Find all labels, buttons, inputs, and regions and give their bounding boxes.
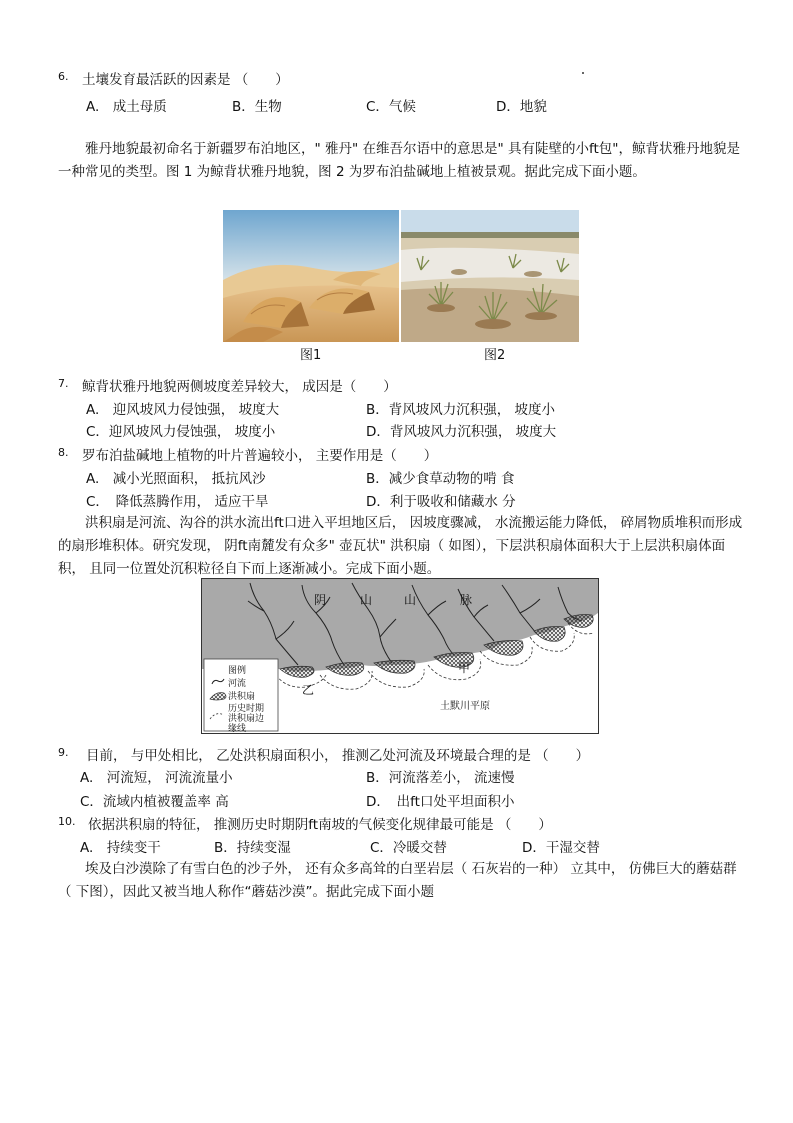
legend-fan: 洪积扇 (228, 692, 256, 702)
q9-option-a[interactable]: A. 河流短， 河流流量小 (80, 770, 233, 786)
alluvial-fan-map (201, 578, 599, 734)
q6-option-b[interactable]: B．生物 (232, 99, 282, 115)
q9-option-b[interactable]: B．河流落差小， 流速慢 (366, 770, 515, 786)
map-label-jia: 甲 (458, 661, 471, 675)
q10-option-a[interactable]: A. 持续变干 (80, 840, 161, 856)
legend-hist-2: 洪积扇边 (228, 714, 265, 724)
q7-option-d[interactable]: D．背风坡风力沉积强， 坡度大 (366, 424, 557, 440)
passage-white-desert: 埃及白沙漠除了有雪白色的沙子外， 还有众多高耸的白垩岩层（ 石灰岩的一种） 立其中， 仿佛巨大的蘑菇群（ 下图），因此又被当地人称作“蘑菇沙漠”。据此完成下面小题 (58, 861, 737, 900)
q10-option-d[interactable]: D．干湿交替 (522, 840, 600, 856)
q8-option-b[interactable]: B．减少食草动物的啃 食 (366, 471, 515, 487)
q7-option-a[interactable]: A. 迎风坡风力侵蚀强， 坡度大 (86, 402, 280, 418)
q6-option-a[interactable]: A. 成土母质 (86, 99, 167, 115)
q6-stem: 土壤发育最活跃的因素是 （ ） (82, 72, 289, 88)
q9-number: 9. (58, 746, 69, 759)
q10-number: 10. (58, 815, 76, 828)
legend-title: 图例 (228, 666, 247, 676)
q7-number: 7. (58, 377, 69, 390)
q8-option-c[interactable]: C． 降低蒸腾作用， 适应干旱 (86, 494, 269, 510)
legend-hist-1: 历史时期 (228, 704, 265, 714)
q10-option-c[interactable]: C．冷暖交替 (370, 840, 447, 856)
figure-1-caption: 图1 (300, 348, 322, 363)
legend-river: 河流 (228, 679, 247, 689)
q10-stem: 依据洪积扇的特征， 推测历史时期阴ft南坡的气候变化规律最可能是 （ ） (88, 817, 552, 833)
q7-stem: 鲸背状雅丹地貌两侧坡度差异较大， 成因是（ ） (82, 379, 397, 395)
q9-option-c[interactable]: C．流域内植被覆盖率 高 (80, 794, 229, 810)
q8-option-d[interactable]: D．利于吸收和储藏水 分 (366, 494, 516, 510)
q10-option-b[interactable]: B．持续变湿 (214, 840, 291, 856)
legend-hist-3: 缘线 (228, 724, 247, 734)
q8-number: 8. (58, 446, 69, 459)
map-mountain-char-3: 山 (404, 593, 417, 607)
map-plain-label: 土默川平原 (440, 701, 490, 712)
q7-option-c[interactable]: C．迎风坡风力侵蚀强， 坡度小 (86, 424, 276, 440)
figure-1-yardang-image (223, 210, 399, 342)
q8-option-a[interactable]: A. 减小光照面积， 抵抗风沙 (86, 471, 266, 487)
figure-2-saline-vegetation-image (401, 210, 579, 342)
q6-number: 6. (58, 70, 69, 83)
map-label-yi: 乙 (302, 683, 315, 697)
q6-option-d[interactable]: D．地貌 (496, 99, 547, 115)
q6-option-c[interactable]: C．气候 (366, 99, 416, 115)
passage-alluvial-fan: 洪积扇是河流、沟谷的洪水流出ft口进入平坦地区后， 因坡度骤减， 水流搬运能力降低， 碎屑物质堆积而形成的扇形堆积体。研究发现， 阴ft南麓发有众多" 壶瓦状" 洪积扇（ 如图），下层洪积扇体面积大于上层洪积扇体面积， 且同一位置处沉积粒径自下而上逐渐减小。完成下面小题。 (58, 515, 743, 577)
q9-option-d[interactable]: D． 出ft口处平坦面积小 (366, 794, 515, 810)
map-mountain-char-1: 阴 (314, 593, 327, 607)
passage-yardang: 雅丹地貌最初命名于新疆罗布泊地区，" 雅丹" 在维吾尔语中的意思是" 具有陡壁的小ft包"，鲸背状雅丹地貌是一种常见的类型。图 1 为鲸背状雅丹地貌，图 2 为罗布泊盐碱地上植被景观。据此完成下面小题。 (58, 141, 741, 180)
map-mountain-char-4: 脉 (460, 593, 473, 607)
stray-dot (582, 72, 584, 74)
q7-option-b[interactable]: B．背风坡风力沉积强， 坡度小 (366, 402, 556, 418)
q9-stem: 目前， 与甲处相比， 乙处洪积扇面积小， 推测乙处河流及环境最合理的是 （ ） (86, 748, 590, 764)
figure-2-caption: 图2 (484, 348, 506, 363)
q8-stem: 罗布泊盐碱地上植物的叶片普遍较小， 主要作用是（ ） (82, 448, 438, 464)
map-mountain-char-2: 山 (360, 593, 373, 607)
